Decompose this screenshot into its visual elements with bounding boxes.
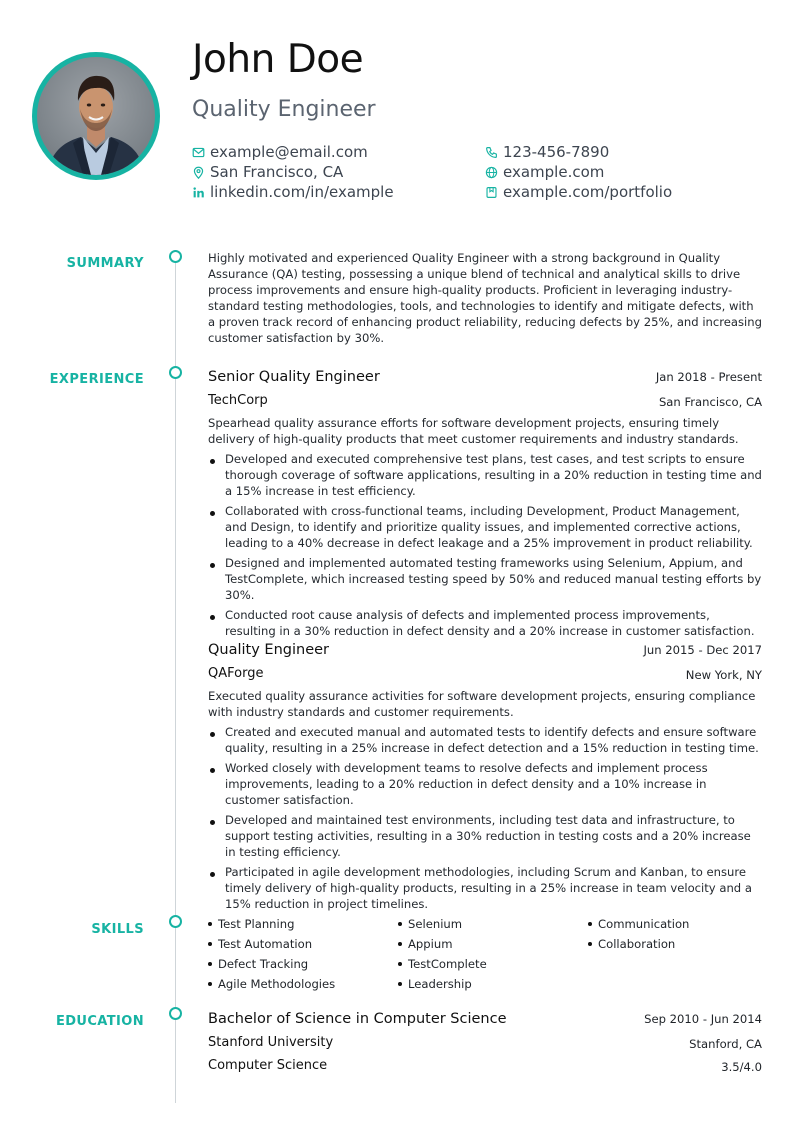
skill-item: Selenium [398, 916, 462, 932]
section-title-education: EDUCATION [55, 1014, 144, 1029]
list-item: Developed and executed comprehensive test plans, test cases, and test scripts to ensure thorough coverage of software applications, resulting in a 20% reduction in testing time and a 15% increase in test efficiency. [208, 451, 762, 499]
globe-icon [485, 166, 498, 179]
job-dates: Jan 2018 - Present [655, 370, 762, 384]
job-description: Executed quality assurance activities for software development projects, ensuring compliance with industry standards and customer requirements. [208, 689, 756, 719]
timeline-dot-education [169, 1007, 182, 1020]
skill-item: Leadership [398, 976, 472, 992]
contact-email[interactable] [192, 143, 368, 161]
education-school: Stanford University [208, 1035, 334, 1050]
mail-icon [192, 146, 205, 159]
job-location: New York, NY [685, 668, 762, 682]
contact-location-text: San Francisco, CA [210, 163, 344, 181]
job-company: TechCorp [208, 393, 268, 408]
avatar-photo [37, 57, 155, 175]
education-gpa: 3.5/4.0 [721, 1060, 762, 1074]
timeline-dot-skills [169, 915, 182, 928]
education-degree: Bachelor of Science in Computer Science [208, 1011, 507, 1027]
skill-item: Communication [588, 916, 689, 932]
contact-website[interactable] [485, 163, 604, 181]
list-item: Collaborated with cross-functional teams, including Development, Product Management, and Design, to identify and prioritize quality issues, and implemented corrective actions, leading to a 40% decrease in defect leakage and a 25% improvement in product reliability. [208, 503, 762, 551]
contact-phone[interactable] [485, 143, 609, 161]
summary-text: Highly motivated and experienced Quality Engineer with a strong background in Quality Assurance (QA) testing, possessing a unique blend of technical and analytical skills to drive process improvements and ensure high-quality products. Proficient in leveraging industry-standard testing methodologies, tools, and technologies to identify and mitigate defects, with a proven track record of enhancing product reliability, reducing defects by 25%, and increasing customer satisfaction by 30%. [208, 251, 762, 345]
job-company: QAForge [208, 666, 264, 681]
skill-item: Test Automation [208, 936, 312, 952]
candidate-name: John Doe [192, 37, 364, 82]
job-bullets [208, 451, 762, 643]
education-dates: Sep 2010 - Jun 2014 [644, 1012, 762, 1026]
timeline-line [175, 257, 176, 1103]
timeline-dot-experience [169, 366, 182, 379]
job-description: Spearhead quality assurance efforts for software development projects, ensuring timely delivery of high-quality products that meet customer requirements and industry standards. [208, 416, 739, 446]
job-title: Quality Engineer [208, 642, 329, 658]
timeline-dot-summary [169, 250, 182, 263]
list-item: Worked closely with development teams to resolve defects and implement process improvements, leading to a 20% reduction in defect density and a 10% increase in customer satisfaction. [208, 760, 762, 808]
list-item: Designed and implemented automated testing frameworks using Selenium, Appium, and TestComplete, which increased testing speed by 50% and reduced manual testing efforts by 30%. [208, 555, 762, 603]
contact-email-text: example@email.com [210, 143, 368, 161]
contact-portfolio-text: example.com/portfolio [503, 183, 673, 201]
skill-item: TestComplete [398, 956, 487, 972]
list-item: Participated in agile development methodologies, including Scrum and Kanban, to ensure timely delivery of high-quality products, resulting in a 25% increase in team velocity and a 15% reduction in project timelines. [208, 864, 762, 912]
section-title-experience: EXPERIENCE [49, 372, 144, 387]
portfolio-icon [485, 186, 498, 199]
candidate-title: Quality Engineer [192, 97, 376, 122]
contact-portfolio[interactable] [485, 183, 672, 201]
contact-linkedin-text: linkedin.com/in/example [210, 183, 394, 201]
list-item: Created and executed manual and automated tests to identify defects and ensure software quality, resulting in a 25% increase in defect detection and a 15% reduction in testing time. [208, 724, 762, 756]
job-bullets [208, 724, 762, 916]
job-title: Senior Quality Engineer [208, 369, 380, 385]
location-pin-icon [192, 166, 205, 179]
linkedin-icon [192, 186, 205, 199]
job-dates: Jun 2015 - Dec 2017 [643, 643, 762, 657]
skill-item: Test Planning [208, 916, 294, 932]
skill-item: Appium [398, 936, 453, 952]
section-title-summary: SUMMARY [66, 256, 144, 271]
job-location: San Francisco, CA [658, 395, 762, 409]
skill-item: Defect Tracking [208, 956, 308, 972]
contact-location [192, 163, 343, 181]
contact-linkedin[interactable] [192, 183, 394, 201]
contact-phone-text: 123-456-7890 [503, 143, 610, 161]
phone-icon [485, 146, 498, 159]
skill-item: Collaboration [588, 936, 675, 952]
section-title-skills: SKILLS [91, 922, 144, 937]
list-item: Conducted root cause analysis of defects and implemented process improvements, resulting in a 30% reduction in defect density and a 20% increase in customer satisfaction. [208, 607, 762, 639]
skill-item: Agile Methodologies [208, 976, 335, 992]
contact-website-text: example.com [503, 163, 605, 181]
education-field: Computer Science [208, 1058, 328, 1073]
avatar [37, 57, 155, 175]
list-item: Developed and maintained test environments, including test data and infrastructure, to support testing activities, resulting in a 30% reduction in testing costs and a 20% increase in testing efficiency. [208, 812, 762, 860]
education-location: Stanford, CA [689, 1037, 762, 1051]
